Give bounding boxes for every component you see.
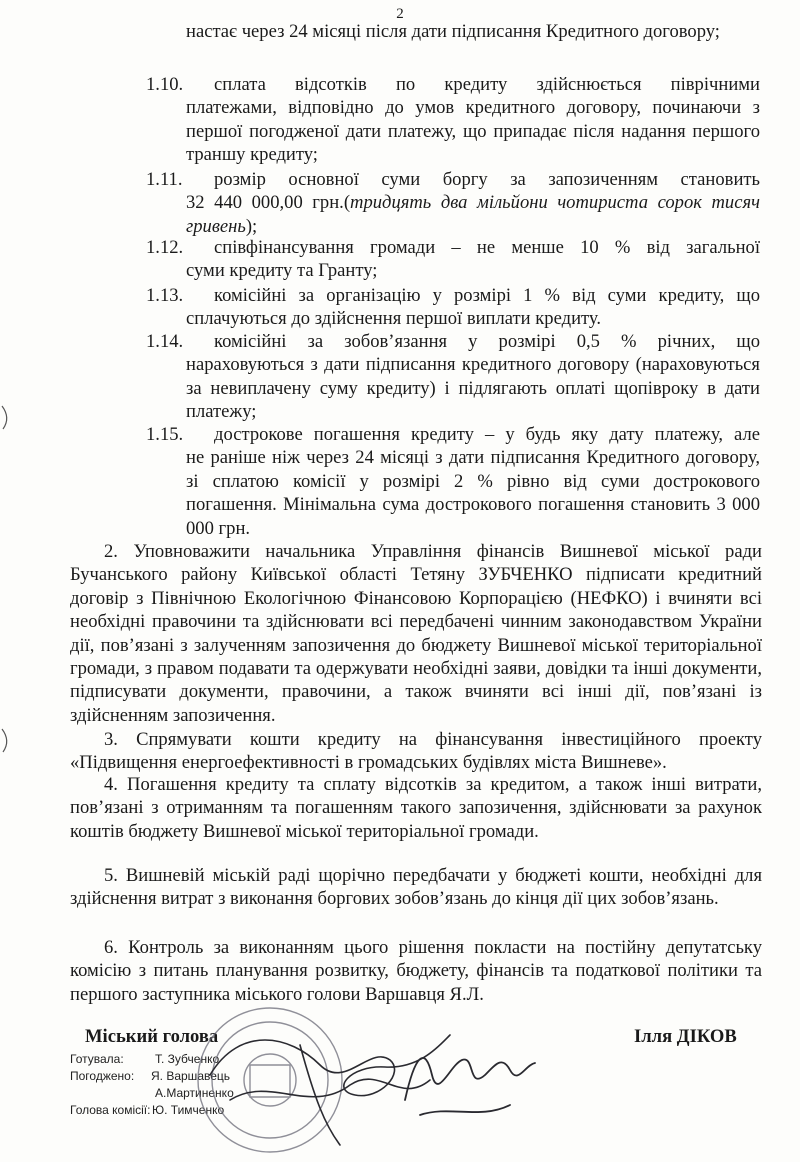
clause-first-line: комісійні за організацію у розмірі 1 % від суми кредиту, що	[214, 285, 760, 306]
page-number: 2	[396, 6, 404, 22]
stamp-and-signatures	[150, 1005, 570, 1162]
clause-1-12	[146, 236, 760, 283]
official-stamp-icon	[198, 1008, 342, 1152]
approval-name: А.Мартиненко	[155, 1086, 234, 1100]
clause-text	[186, 191, 760, 238]
paragraph-5: 5. Вишневій міській раді щорічно передбачати у бюджеті кошти, необхідні для здійснення витрат з виконання боргових зобов’язань до кінця дії цих зобов’язань.	[70, 865, 762, 910]
clause-text: не раніше ніж через 24 місяці з дати підписання Кредитного договору, зі сплатою комісії у розмірі 2 % рівно від суми дострокового погашення. Мінімальна сума дострокового погашення становить 3 000 000 грн.	[186, 447, 760, 539]
clause-1-11	[146, 168, 760, 238]
paragraph-6: 6. Контроль за виконанням цього рішення покласти на постійну депутатську комісію з питань планування розвитку, бюджету, фінансів та податкової політики та першого заступника міського голови Варшавця Я.Л.	[70, 937, 762, 1005]
clause-first-line: комісійні за зобов’язання у розмірі 0,5 % річних, що	[214, 331, 760, 352]
paragraph-2: 2. Уповноважити начальника Управління фінансів Вишневої міської ради Бучанського району Київської області Тетяну ЗУБЧЕНКО підписати кредитний договір з Північною Екологічною Фінансовою Корпорацією (НЕФКО) і вчиняти всі необхідні правочини та здійснювати всі передбачені чинним законодавством України дії, пов’язані з залученням запозичення до бюджету Вишневої міської територіальної громади, з правом подавати та одержувати необхідні заяви, довідки та інші документи, підписувати документи, правочини, а також вчиняти всі інші дії, пов’язані із здійсненням запозичення.	[70, 541, 762, 726]
clause-text: суми кредиту та Гранту;	[186, 260, 378, 282]
margin-mark-icon	[0, 402, 14, 432]
clause-number: 1.11.	[146, 169, 183, 190]
paragraph-3: 3. Спрямувати кошти кредиту на фінансування інвестиційного проекту «Підвищення енергоефективності в громадських будівлях міста Вишневе».	[70, 729, 762, 774]
clause-text: нараховуються з дати підписання кредитного договору (нараховуються за невиплачену суму кредиту) і підлягають оплаті щопівроку в дати платежу;	[186, 354, 760, 423]
mayor-name: Ілля ДІКОВ	[634, 1026, 737, 1047]
paragraph-4: 4. Погашення кредиту та сплату відсотків за кредитом, а також інші витрати, пов’язані з отриманням та погашенням такого запозичення, здійснювати за рахунок коштів бюджету Вишневої міської територіальної громади.	[70, 774, 762, 842]
amount-text: 32 440 000,00 грн.(	[186, 192, 351, 214]
clause-number: 1.12.	[146, 237, 184, 258]
approval-label: Погоджено:	[70, 1069, 135, 1083]
signature-approver-icon	[405, 1058, 535, 1115]
clause-number: 1.13.	[146, 285, 184, 306]
mayor-title: Міський голова	[85, 1026, 219, 1047]
clause-number: 1.15.	[146, 424, 184, 445]
clause-1-14	[146, 330, 760, 424]
clause-number: 1.10.	[146, 74, 184, 95]
intro-continuation: настає через 24 місяці після дати підписання Кредитного договору;	[186, 21, 720, 42]
margin-mark-icon	[0, 725, 14, 755]
clause-1-13	[146, 284, 760, 331]
clause-first-line: розмір основної суми боргу за запозиченням становить	[214, 169, 760, 190]
approval-name: Т. Зубченко	[155, 1052, 220, 1066]
clause-1-10	[146, 73, 760, 167]
clause-first-line: дострокове погашення кредиту – у будь яку дату платежу, але	[214, 424, 760, 445]
clause-text: платежами, відповідно до умов кредитного договору, починаючи з першої погодженої дати платежу, що припадає після надання першого траншу кредиту;	[186, 97, 760, 166]
clause-number: 1.14.	[146, 331, 184, 352]
approval-label: Голова комісії:	[70, 1103, 151, 1117]
clause-first-line: співфінансування громади – не менше 10 % від загальної	[214, 237, 760, 258]
amount-in-words: тридцять два мільйони чотириста сорок тисяч гривень	[186, 192, 760, 237]
clause-text: сплачуються до здійснення першої виплати кредиту.	[186, 308, 601, 330]
clause-first-line: сплата відсотків по кредиту здійснюється піврічними	[214, 74, 760, 95]
approval-name: Ю. Тимченко	[152, 1103, 225, 1117]
approval-name: Я. Варшавець	[151, 1069, 231, 1083]
amount-suffix: );	[245, 215, 258, 237]
clause-1-15	[146, 423, 760, 540]
approval-label: Готувала:	[70, 1052, 124, 1066]
